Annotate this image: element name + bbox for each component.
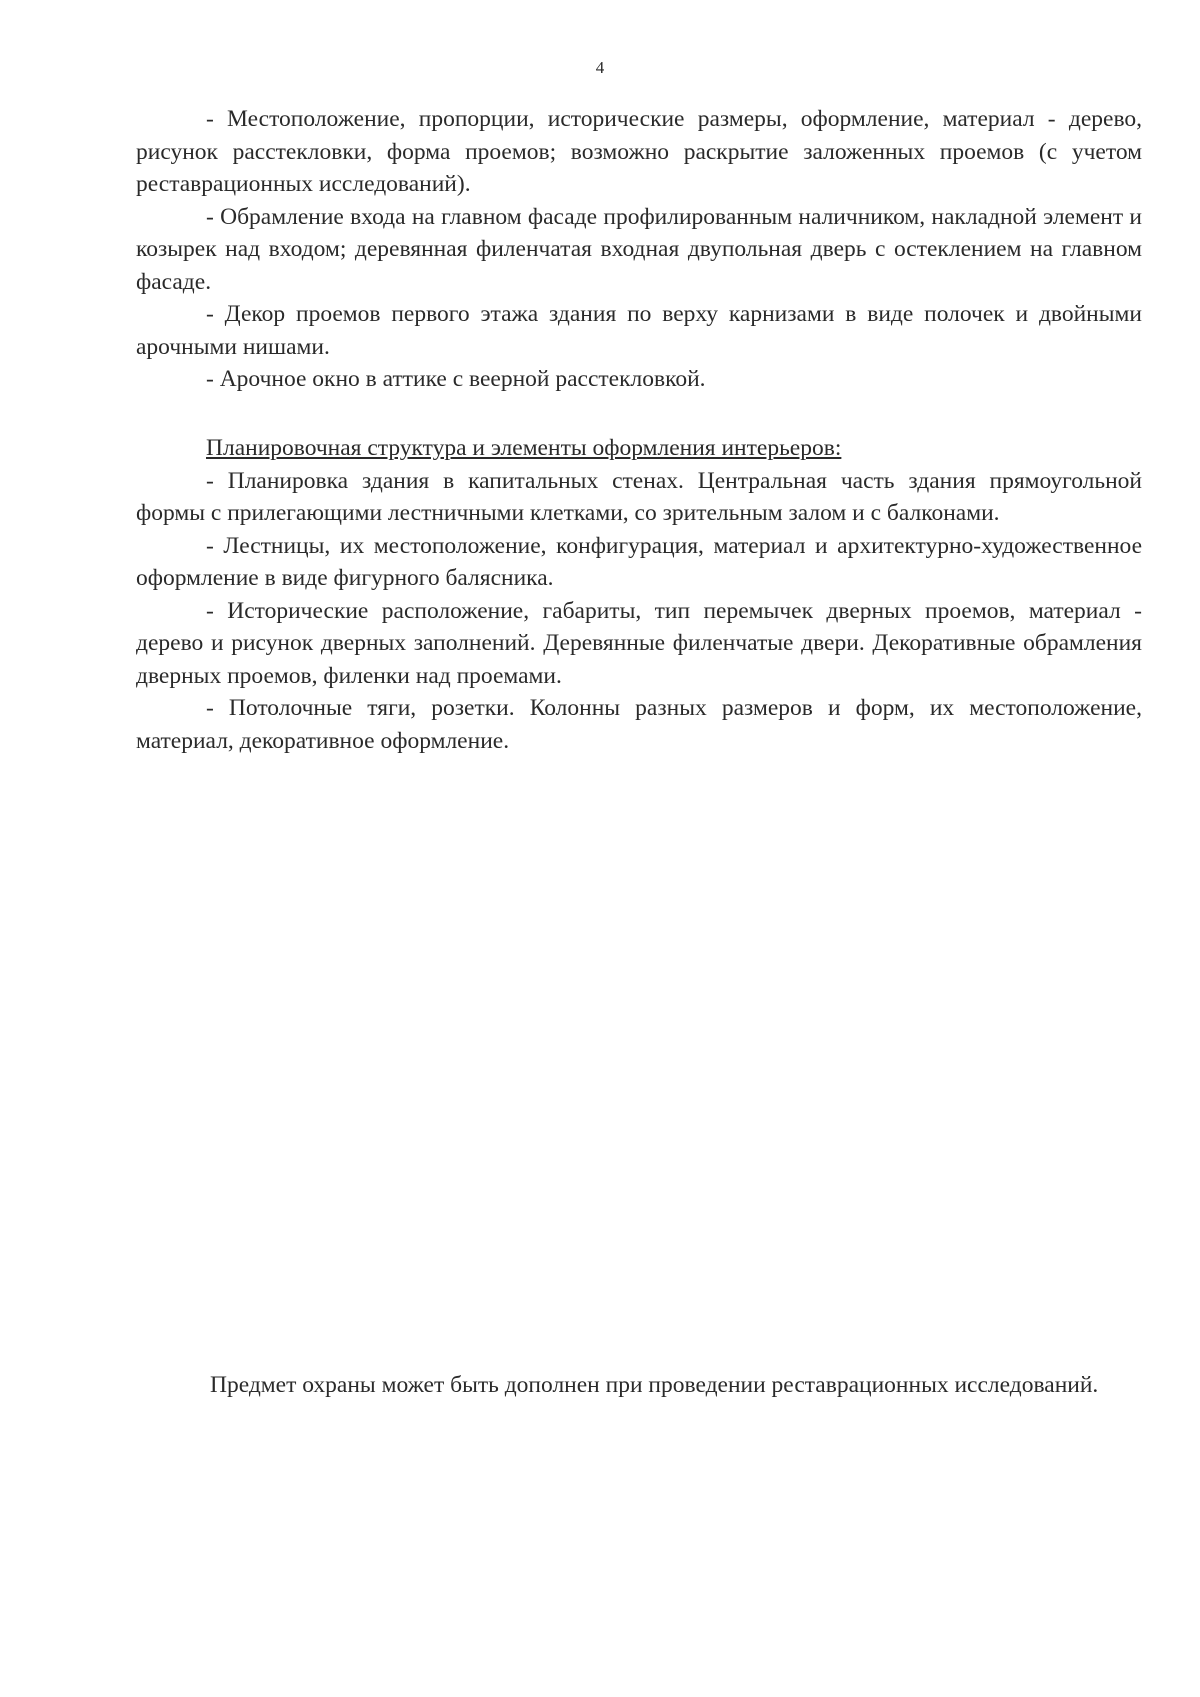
closing-note: Предмет охраны может быть дополнен при проведении реставрационных исследований.	[210, 1372, 1099, 1398]
interior-item: - Исторические расположение, габариты, тип перемычек дверных проемов, материал - дерево и рисунок дверных заполнений. Деревянные филенчатые двери. Декоративные обрамления дверных проемов, филенки над проемами.	[136, 597, 1142, 689]
page-number: 4	[595, 58, 605, 77]
interior-item: - Потолочные тяги, розетки. Колонны разных размеров и форм, их местоположение, материал, декоративное оформление.	[136, 695, 1142, 754]
section-heading: Планировочная структура и элементы оформления интерьеров:	[206, 435, 842, 461]
facade-item: - Обрамление входа на главном фасаде профилированным наличником, накладной элемент и козырек над входом; деревянная филенчатая входная двупольная дверь с остеклением на главном фасаде.	[136, 203, 1142, 295]
facade-item: - Арочное окно в аттике с веерной расстекловкой.	[206, 366, 706, 392]
facade-item: - Местоположение, пропорции, исторические размеры, оформление, материал - дерево, рисунок расстекловки, форма проемов; возможно раскрытие заложенных проемов (с учетом реставрационных исследований).	[136, 106, 1142, 197]
closing-section	[140, 1369, 1142, 1402]
interior-section	[136, 432, 1142, 757]
interior-item: - Лестницы, их местоположение, конфигурация, материал и архитектурно-художественное оформление в виде фигурного балясника.	[136, 532, 1142, 591]
interior-item: - Планировка здания в капитальных стенах. Центральная часть здания прямоугольной формы с прилегающими лестничными клетками, со зрительным залом и с балконами.	[136, 467, 1142, 526]
facade-items-section	[136, 103, 1142, 396]
facade-item: - Декор проемов первого этажа здания по верху карнизами в виде полочек и двойными арочными нишами.	[136, 301, 1142, 360]
